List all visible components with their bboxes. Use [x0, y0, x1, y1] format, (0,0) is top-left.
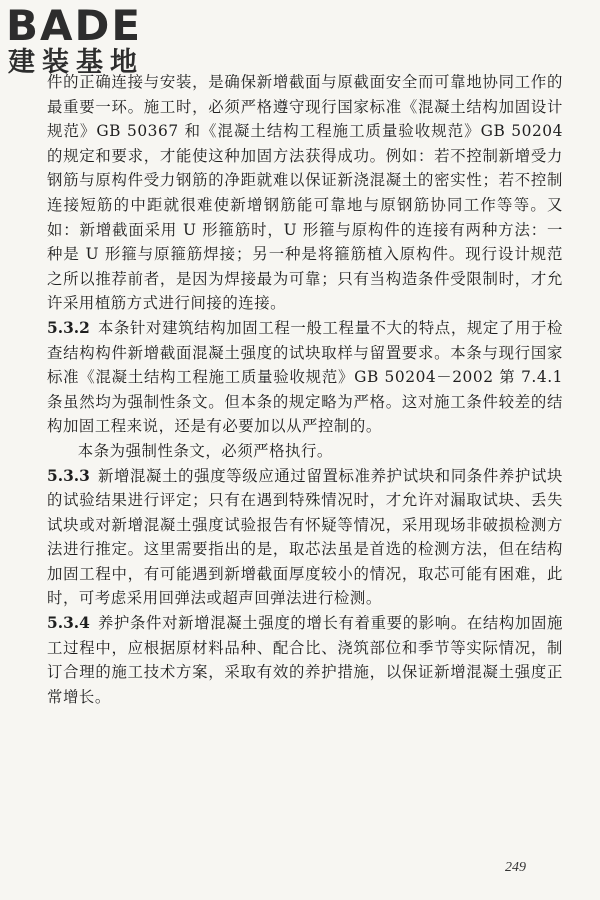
clause-number: 5.3.4 [47, 614, 90, 633]
document-body [47, 70, 563, 709]
clause-text: 本条针对建筑结构加固工程一般工程量不大的特点，规定了用于检查结构构件新增截面混凝土强度的试块取样与留置要求。本条与现行国家标准《混凝土结构工程施工质量验收规范》GB 50204－2002 第 7.4.1 条虽然均为强制性条文。但本条的规定略为严格。这对施工条件较差的结构加固工程来说，还是有必要加以从严控制的。 [47, 318, 563, 436]
bade-logo [6, 1, 144, 78]
paragraph-intro [47, 70, 563, 316]
clause-5-3-2 [47, 316, 563, 439]
clause-5-3-4 [47, 611, 563, 709]
paragraph-text: 件的正确连接与安装，是确保新增截面与原截面安全而可靠地协同工作的最重要一环。施工时，必须严格遵守现行国家标准《混凝土结构加固设计规范》GB 50367 和《混凝土结构工程施工质量验收规范》GB 50204 的规定和要求，才能使这种加固方法获得成功。例如：若不控制新增受力钢筋与原构件受力钢筋的净距就难以保证新浇混凝土的密实性；若不控制连接短筋的中距就很难使新增钢筋能可靠地与原钢筋协同工作等等。又如：新增截面采用 U 形箍筋时，U 形箍与原构件的连接有两种方法：一种是 U 形箍与原箍筋焊接；另一种是将箍筋植入原构件。现行设计规范之所以推荐前者，是因为焊接最为可靠；只有当构造条件受限制时，才允许采用植筋方式进行间接的连接。 [47, 73, 563, 313]
logo-chinese-text: 建装基地 [8, 47, 144, 78]
clause-5-3-2-note [47, 439, 563, 464]
page-number: 249 [505, 860, 526, 875]
clause-5-3-3 [47, 464, 563, 612]
clause-number: 5.3.3 [47, 466, 90, 485]
note-text: 本条为强制性条文，必须严格执行。 [77, 441, 333, 460]
clause-text: 养护条件对新增混凝土强度的增长有着重要的影响。在结构加固施工过程中，应根据原材料品种、配合比、浇筑部位和季节等实际情况，制订合理的施工技术方案，采取有效的养护措施，以保证新增混凝土强度正常增长。 [47, 614, 563, 706]
clause-text: 新增混凝土的强度等级应通过留置标准养护试块和同条件养护试块的试验结果进行评定；只有在遇到特殊情况时，才允许对漏取试块、丢失试块或对新增混凝土强度试验报告有怀疑等情况，采用现场非破损检测方法进行推定。这里需要指出的是，取芯法虽是首选的检测方法，但在结构加固工程中，有可能遇到新增截面厚度较小的情况，取芯可能有困难，此时，可考虑采用回弹法或超声回弹法进行检测。 [47, 466, 563, 608]
logo-latin-text: BADE [6, 1, 143, 50]
clause-number: 5.3.2 [47, 318, 90, 337]
